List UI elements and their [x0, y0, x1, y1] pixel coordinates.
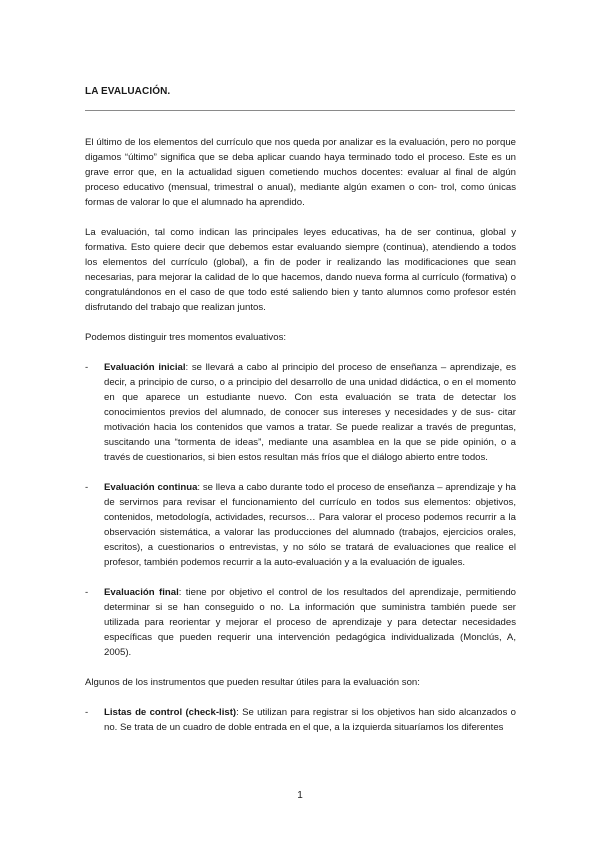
- list-item-evaluacion-inicial: [85, 360, 516, 465]
- list-item-text: : se lleva a cabo durante todo el proceso de enseñanza – aprendizaje y ha de servirnos para revisar el funcionamiento del currículo en todos sus elementos: objetivos, contenidos, metodología, actividades, recursos… Para valorar el proceso podemos recurrir a la observación sistemática, a valorar las producciones del alumnado (trabajos, ejercicios orales, escritos), a cuestionarios o entrevistas, y no sólo se tratará de evaluaciones que realice el profesor, también podemos recurrir a la auto-evaluación y a la evaluación de iguales.: [104, 482, 516, 568]
- list-item-text: : se llevará a cabo al principio del proceso de enseñanza – aprendizaje, es decir, a principio de curso, o a principio del desarrollo de una unidad didáctica, o en el momento en que aparece un estudiante nuevo. Con esta evaluación se trata de detectar los conocimientos previos del alumnado, de conocer sus intereses y necesidades y de sus- citar motivación hacia los contenidos que vamos a tratar. Se puede realizar a través de preguntas, suscitando una “tormenta de ideas”, mediante una asamblea en la que se pide opinión, o a través de cuestionarios, si bien estos resultan más fríos que el diálogo abierto entre todos.: [104, 362, 516, 463]
- document-body: [85, 135, 516, 750]
- list-item-term: Evaluación inicial: [104, 362, 186, 373]
- paragraph-instruments-intro: Algunos de los instrumentos que pueden resultar útiles para la evaluación son:: [85, 677, 420, 688]
- title-divider: [85, 110, 515, 111]
- list-item-evaluacion-continua: [85, 480, 516, 570]
- paragraph-moments-intro: Podemos distinguir tres momentos evaluativos:: [85, 332, 287, 343]
- paragraph-intro: El último de los elementos del currículo que nos queda por analizar es la evaluación, pero no porque digamos “último” significa que se deba aplicar cuando haya terminado todo el proceso. Este es un grave error que, en la actualidad siguen cometiendo muchos docentes: evaluar al final de algún proceso educativo (mensual, trimestral o anual), mediante algún examen o con- trol, como únicas formas de valorar lo que el alumnado ha aprendido.: [85, 137, 516, 208]
- list-dash: -: [85, 362, 89, 373]
- list-item-text: : Se utilizan para registrar si los objetivos han sido alcanzados o no. Se trata de un cuadro de doble entrada en el que, a la izquierda situaríamos los diferentes: [104, 707, 516, 733]
- list-item-term: Evaluación continua: [104, 482, 198, 493]
- page-title: LA EVALUACIÓN.: [85, 86, 171, 97]
- list-dash: -: [85, 482, 89, 493]
- list-item-listas-de-control: [85, 705, 516, 735]
- list-item-evaluacion-final: [85, 585, 516, 660]
- page-number: 1: [297, 790, 303, 801]
- list-item-term: Listas de control (check-list): [104, 707, 237, 718]
- list-dash: -: [85, 707, 89, 718]
- list-item-text: : tiene por objetivo el control de los resultados del aprendizaje, permitiendo determinar si se han conseguido o no. La información que suministra también puede ser utilizada para reorientar y mejorar el proceso de aprendizaje y para detectar necesidades específicas que pueden requerir una intervención pedagógica individualizada (Monclús, A, 2005).: [104, 587, 516, 658]
- paragraph-characteristics: La evaluación, tal como indican las principales leyes educativas, ha de ser continua, global y formativa. Esto quiere decir que debemos estar evaluando siempre (continua), atendiendo a todos los elementos del currículo (global), a fin de poder ir realizando las modificaciones que sean necesarias, para mejorar la calidad de lo que hacemos, dando nueva forma al currículo (formativa) o congratulándonos en el caso de que todo esté saliendo bien y tanto alumnos como profesor estén disfrutando del trabajo que realizan juntos.: [85, 227, 516, 313]
- list-dash: -: [85, 587, 89, 598]
- list-item-term: Evaluación final: [104, 587, 179, 598]
